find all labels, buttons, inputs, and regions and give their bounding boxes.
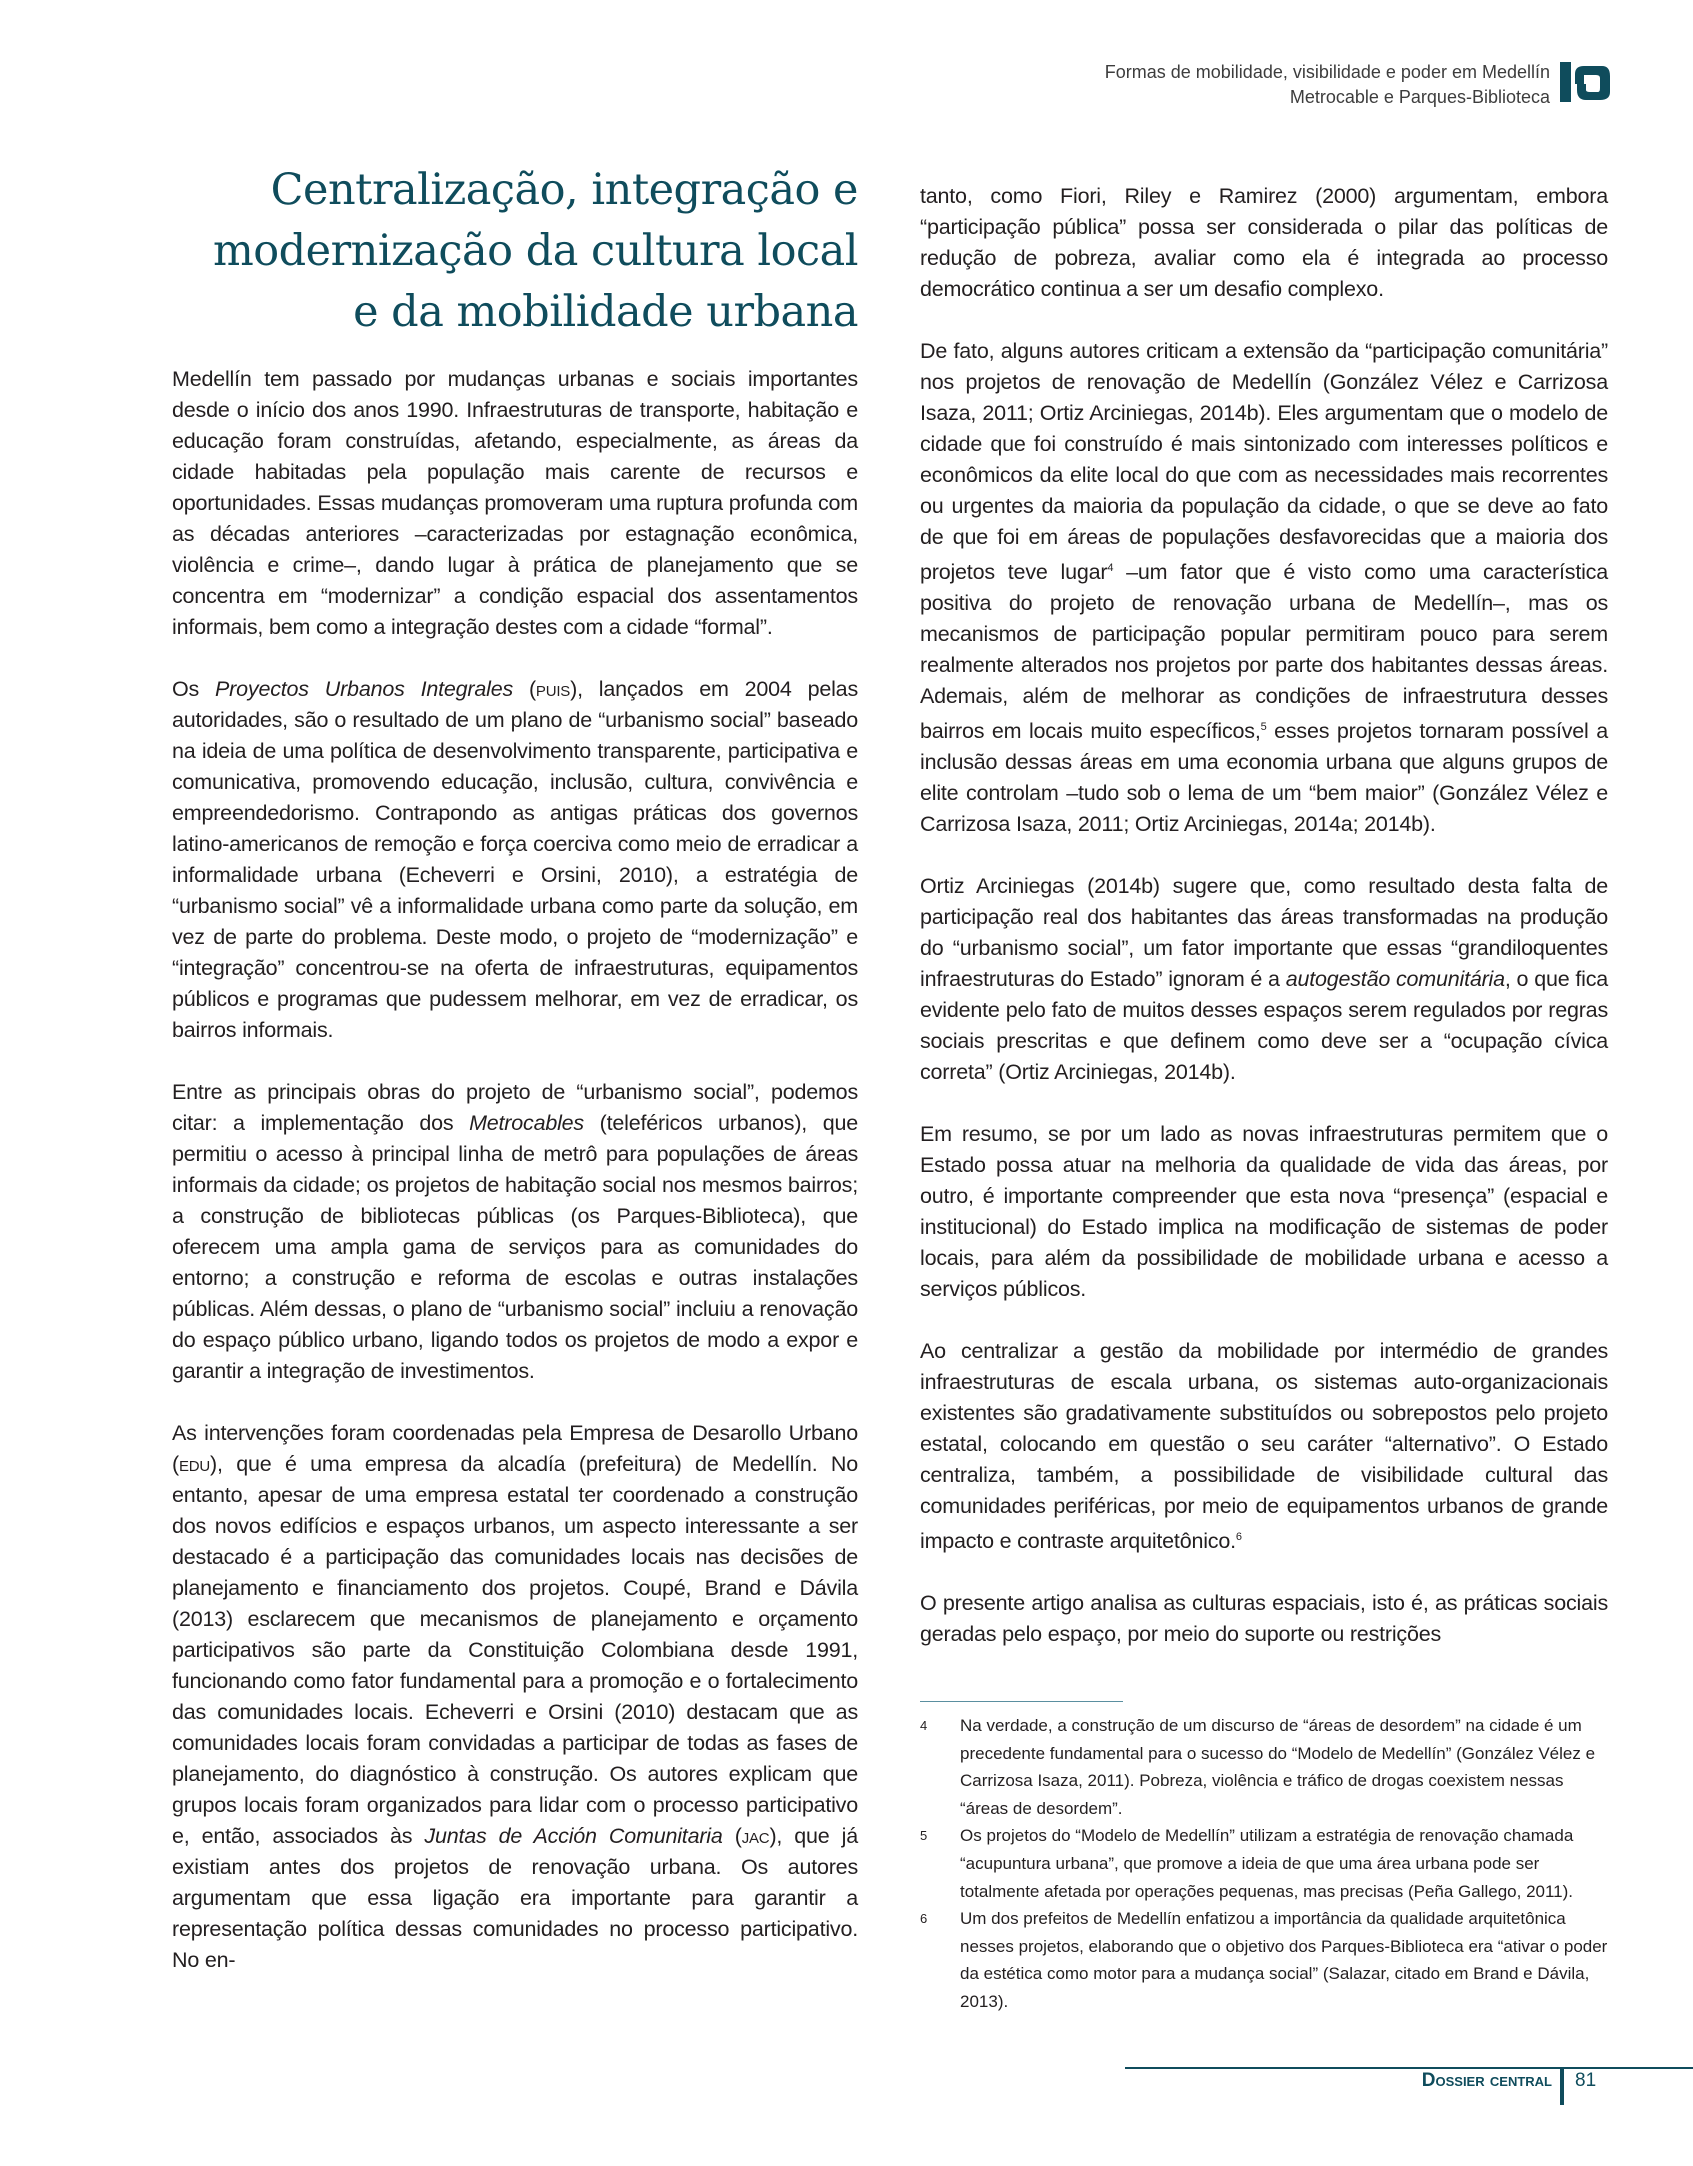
footnote-divider (920, 1701, 1123, 1702)
footnote: 4 Na verdade, a construção de um discurso de “áreas de desordem” na cidade é um precedente fundamental para o sucesso do “Modelo de Medellín” (González Vélez e Carrizosa Isaza, 2011). Pobreza, violência e tráfico de drogas coexistem nessas “áreas de desordem”. (920, 1716, 1596, 1818)
footnote: 5 Os projetos do “Modelo de Medellín” utilizam a estratégia de renovação chamada “acupuntura urbana”, que promove a ideia de que uma área urbana pode ser totalmente afetada por operações pequenas, mas precisas (Peña Gallego, 2011). (920, 1826, 1574, 1901)
paragraph: Entre as principais obras do projeto de “urbanismo social”, podemos citar: a implementação dos Metrocables (teleféricos urbanos), que permitiu o acesso à principal linha de metrô para populações de áreas informais da cidade; os projetos de habitação social nos mesmos bairros; a construção de bibliotecas públicas (os Parques-Biblioteca), que oferecem uma ampla gama de serviços para as comunidades do entorno; a construção e reforma de escolas e outras instalações públicas. Além dessas, o plano de “urbanismo social” incluiu a renovação do espaço público urbano, ligando todos os projetos de modo a expor e garantir a integração de investimentos. (172, 1080, 858, 1383)
paragraph: Ortiz Arciniegas (2014b) sugere que, como resultado desta falta de participação real dos habitantes das áreas transformadas na produção do “urbanismo social”, um fator importante que essas “grandiloquentes infraestruturas do Estado” ignoram é a autogestão comunitária, o que fica evidente pelo fato de muitos desses espaços serem regulados por regras sociais prescritas e que definem como deve ser a “ocupação cívica correta” (Ortiz Arciniegas, 2014b). (920, 874, 1609, 1085)
running-header (1105, 60, 1550, 110)
title-line: e da mobilidade urbana (353, 287, 858, 337)
paragraph: As intervenções foram coordenadas pela Empresa de Desarollo Urbano (edu), que é uma empresa da alcadía (prefeitura) de Medellín. No entanto, apesar de uma empresa estatal ter coordenado a construção dos novos edifícios e espaços urbanos, um aspecto interessante a ser destacado é a participação das comunidades locais nas decisões de planejamento e financiamento dos projetos. Coupé, Brand e Dávila (2013) esclarecem que mecanismos de planejamento e orçamento participativos são parte da Constituição Colombiana desde 1991, funcionando como fator fundamental para a promoção e o fortalecimento das comunidades locais. Echeverri e Orsini (2010) destacam que as comunidades locais foram convidadas a participar de todas as fases de planejamento, do diagnóstico à construção. Os autores explicam que grupos locais foram organizados para lidar com o processo participativo e, então, associados às Juntas de Acción Comunitaria (jac), que já existiam antes dos projetos de renovação urbana. Os autores argumentam que essa ligação era importante para garantir a representação política dessas comunidades no processo participativo. No en- (172, 1421, 859, 1972)
page-number: 81 (1575, 2070, 1597, 2091)
header-title: Formas de mobilidade, visibilidade e poder em Medellín (1104, 62, 1550, 82)
paragraph: De fato, alguns autores criticam a extensão da “participação comunitária” nos projetos de renovação de Medellín (González Vélez e Carrizosa Isaza, 2011; Ortiz Arciniegas, 2014b). Eles argumentam que o modelo de cidade que foi construído é mais sintonizado com interesses políticos e econômicos da elite local do que com as necessidades mais recorrentes ou urgentes da maioria da população da cidade, o que se deve ao fato de que foi em áreas de populações desfavorecidas que a maioria dos projetos teve lugar$^4$ –um fator que é visto como uma característica positiva do projeto de renovação urbana de Medellín–, mas os mecanismos de participação popular permitiram pouco para serem realmente alterados nos projetos por parte dos habitantes dessas áreas. Ademais, além de melhorar as condições de infraestrutura desses bairros em locais muito específicos,$^5$ esses projetos tornaram possível a inclusão dessas áreas em uma economia urbana que alguns grupos de elite controlam –tudo sob o lema de um “bem maior” (González Vélez e Carrizosa Isaza, 2011; Ortiz Arciniegas, 2014a; 2014b). (920, 339, 1608, 837)
footnote: 6 Um dos prefeitos de Medellín enfatizou a importância da qualidade arquitetônica nesses projetos, elaborando que o objetivo dos Parques-Biblioteca era “ativar o poder da estética como motor para a mudança social” (Salazar, citado em Brand e Dávila, 2013). (920, 1909, 1608, 2011)
paragraph: Os Proyectos Urbanos Integrales (puis), lançados em 2004 pelas autoridades, são o resultado de um plano de “urbanismo social” baseado na ideia de uma política de desenvolvimento transparente, participativa e comunicativa, promovendo educação, inclusão, cultura, convivência e empreendedorismo. Contrapondo as antigas práticas dos governos latino-americanos de remoção e força coerciva como meio de erradicar a informalidade urbana (Echeverri e Orsini, 2010), a estratégia de “urbanismo social” vê a informalidade urbana como parte da solução, em vez de parte do problema. Deste modo, o projeto de “modernização” e “integração” concentrou-se na oferta de infraestruturas, equipamentos públicos e programas que pudessem melhorar, em vez de erradicar, os bairros informais. (172, 677, 858, 1042)
left-column (172, 364, 858, 2007)
footer-divider (1560, 2067, 1564, 2105)
header-subtitle: Metrocable e Parques-Biblioteca (1289, 87, 1550, 107)
right-column (920, 181, 1608, 1681)
footnote-ref: 4 (1107, 562, 1114, 574)
footnotes (920, 1712, 1608, 2016)
footer-section-label: Dossier central (1421, 2070, 1552, 2091)
footnote-ref: 5 (1260, 721, 1267, 734)
paragraph: Em resumo, se por um lado as novas infraestruturas permitem que o Estado possa atuar na melhoria da qualidade de vida das áreas, por outro, é importante compreender que esta nova “presença” (espacial e institucional) do Estado implica na modificação de sistemas de poder locais, para além da possibilidade de mobilidade urbana e acesso a serviços públicos. (920, 1122, 1608, 1302)
title-line: modernização da cultura local (212, 226, 858, 276)
section-title (172, 160, 858, 343)
paragraph: Medellín tem passado por mudanças urbanas e sociais importantes desde o início dos anos 1990. Infraestruturas de transporte, habitação e educação foram construídas, afetando, especialmente, as áreas da cidade habitadas pela população mais carente de recursos e oportunidades. Essas mudanças promoveram uma ruptura profunda com as décadas anteriores –caracterizadas por estagnação econômica, violência e crime–, dando lugar à prática de planejamento que se concentra em “modernizar” a condição espacial dos assentamentos informais, bem como a integração destes com a cidade “formal”. (172, 367, 858, 639)
title-line: Centralização, integração e (270, 165, 858, 215)
paragraph: Ao centralizar a gestão da mobilidade por intermédio de grandes infraestruturas de escala urbana, os sistemas auto-organizacionais existentes são gradativamente substituídos ou sobrepostos pelo projeto estatal, colocando em questão o seu caráter “alternativo”. O Estado centraliza, também, a possibilidade de visibilidade cultural das comunidades periféricas, por meio de equipamentos urbanos de grande impacto e contraste arquitetônico.$^6$ (920, 1339, 1608, 1554)
footer-rule (1125, 2067, 1693, 2069)
paragraph: tanto, como Fiori, Riley e Ramirez (2000) argumentam, embora “participação pública” possa ser considerada o pilar das políticas de redução de pobreza, avaliar como ela é integrada ao processo democrático continua a ser um desafio complexo. (920, 184, 1608, 301)
footnote-ref: 6 (1235, 1531, 1242, 1544)
journal-logo-icon (1560, 62, 1610, 102)
paragraph: O presente artigo analisa as culturas espaciais, isto é, as práticas sociais geradas pelo espaço, por meio do suporte ou restrições (920, 1591, 1608, 1647)
